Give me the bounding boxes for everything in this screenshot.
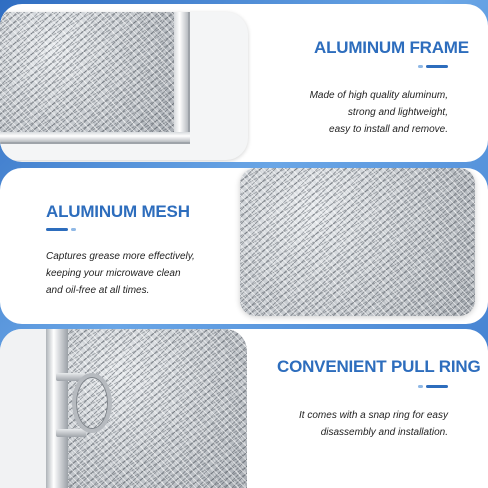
section-title: CONVENIENT PULL RING <box>277 357 481 376</box>
section-title: ALUMINUM MESH <box>46 202 190 221</box>
mesh-texture <box>240 168 475 316</box>
pull-ring-image <box>0 329 247 488</box>
feature-panel-mesh <box>0 168 488 324</box>
feature-panel-pull-ring <box>0 329 488 488</box>
section-description <box>268 87 448 138</box>
description-line: easy to install and remove. <box>329 124 448 135</box>
mesh-texture <box>0 12 174 132</box>
frame-rail-horizontal <box>0 132 190 144</box>
pull-ring-icon <box>72 373 112 433</box>
divider-dots <box>418 385 451 389</box>
description-line: Made of high quality aluminum, <box>309 90 448 101</box>
aluminum-mesh-image <box>240 168 475 316</box>
snap-clip <box>56 429 86 437</box>
section-title: ALUMINUM FRAME <box>314 38 469 57</box>
frame-rail-vertical <box>174 12 190 144</box>
description-line: It comes with a snap ring for easy <box>299 410 448 421</box>
divider-dots <box>418 65 451 69</box>
aluminum-frame-image <box>0 12 248 160</box>
description-line: disassembly and installation. <box>320 427 448 438</box>
description-line: strong and lightweight, <box>347 107 448 118</box>
section-description <box>46 248 236 299</box>
feature-panel-frame <box>0 4 488 162</box>
description-line: Captures grease more effectively, <box>46 251 195 262</box>
divider-dots <box>46 228 79 232</box>
description-line: and oil-free at all times. <box>46 285 150 296</box>
frame-rail <box>46 329 68 488</box>
description-line: keeping your microwave clean <box>46 268 181 279</box>
section-description <box>248 407 448 441</box>
